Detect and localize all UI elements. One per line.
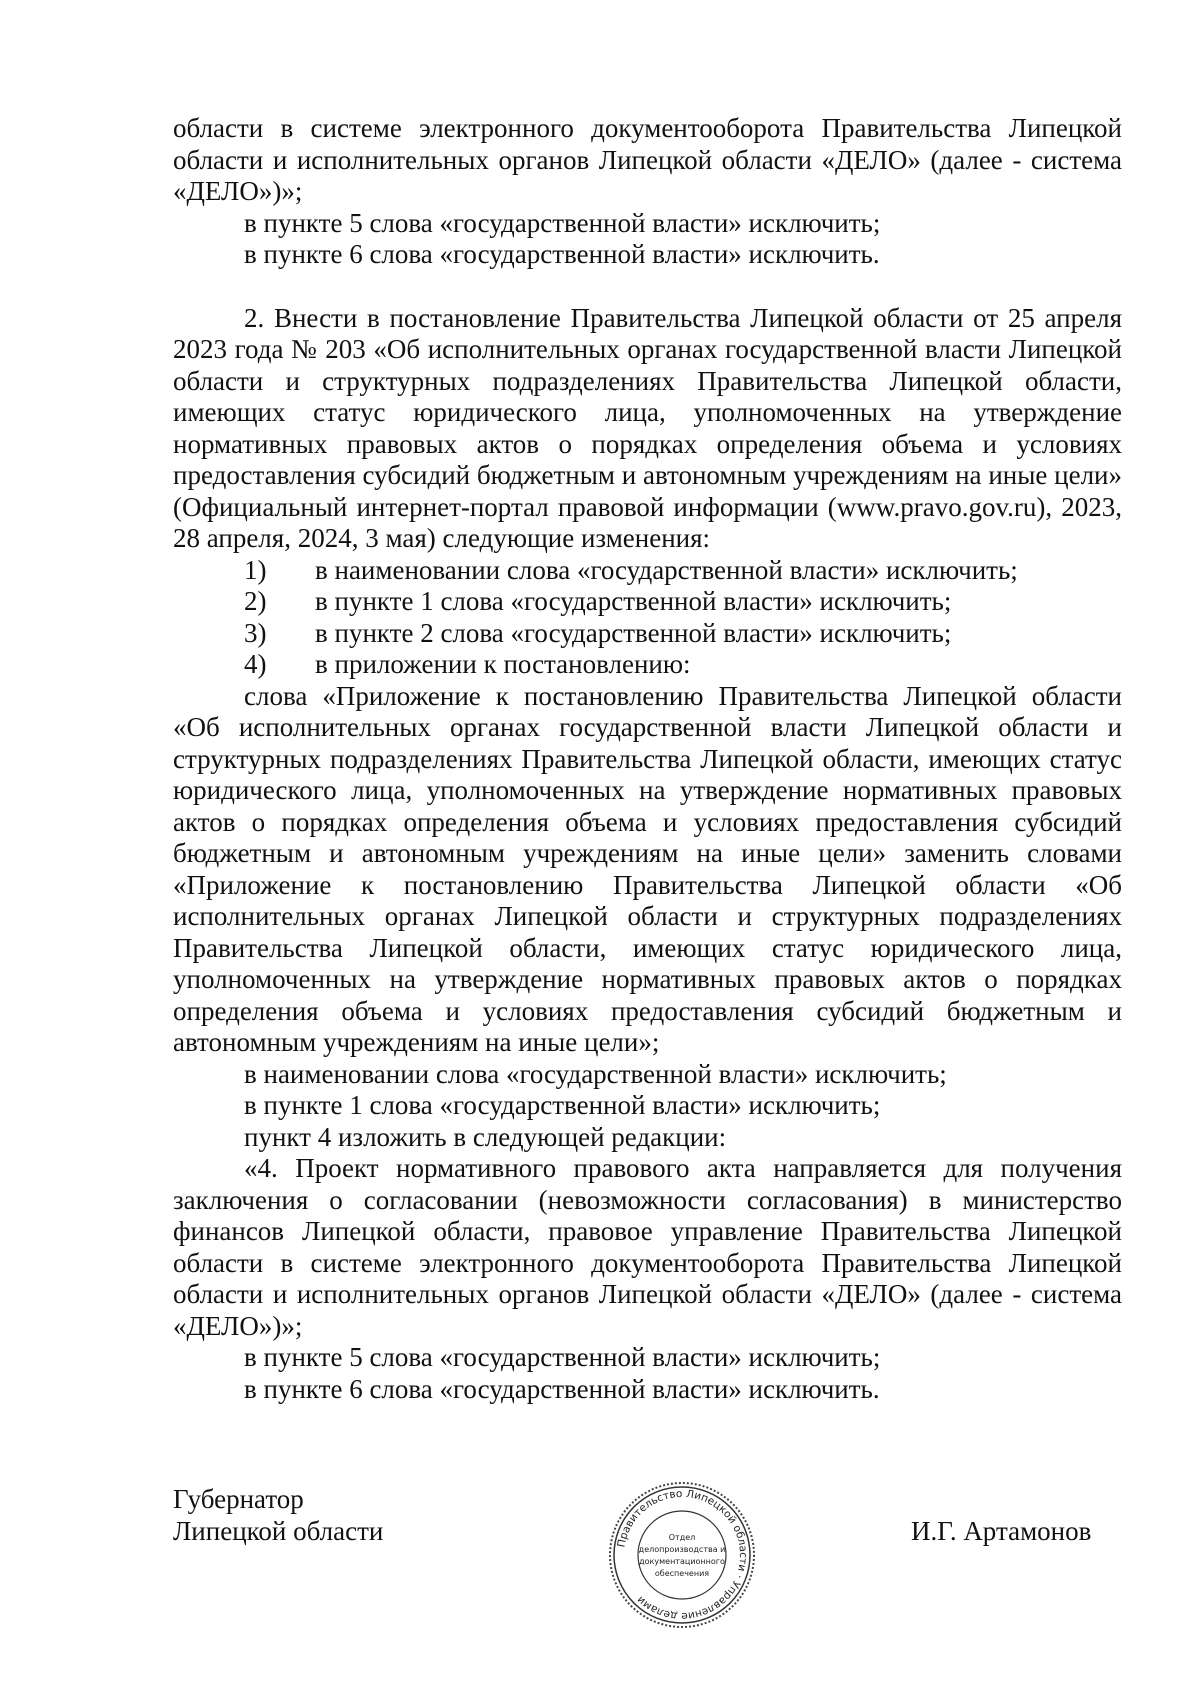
spacer [173,271,1122,303]
stamp-inner-line4: обеспечения [654,1569,710,1578]
paragraph-point1-change: в пункте 1 слова «государственной власти» исключить; [244,1090,881,1120]
paragraph-point6: в пункте 6 слова «государственной власти» исключить. [244,239,880,269]
stamp-inner-ring [638,1511,726,1599]
paragraph-point5: в пункте 5 слова «государственной власти» исключить; [244,207,881,238]
paragraph-item-2: 2. Внести в постановление Правительства Липецкой области от 25 апреля 2023 года № 203 «Об исполнительных органах государственной власти Липецкой области и структурных подразделениях Правительства Липецкой области, имеющих статус юридического лица, уполномоченных на утверждение нормативных правовых актов о порядках определения объема и условиях предоставления субсидий бюджетным и автономным учреждениям на иные цели» (Официальный интернет-портал правовой информации (www.pravo.gov.ru), 2023, 28 апреля, 2024, 3 мая) следующие изменения: [173,302,1122,553]
paragraph-name-change: в наименовании слова «государственной власти» исключить; [244,1058,947,1089]
paragraph-continuation: области в системе электронного документооборота Правительства Липецкой области и исполнительных органов Липецкой области «ДЕЛО» (далее - система «ДЕЛО»)»; [173,113,1122,206]
list-item-number: 4) [244,649,267,679]
stamp-outer-text: Правительство Липецкой области · Управление делами [615,1487,750,1623]
signature-title-line1: Губернатор [173,1484,304,1514]
list-item [173,618,1122,650]
signatory-name: И.Г. Артамонов [911,1516,1092,1546]
stamp-inner-line1: Отдел [668,1533,696,1542]
list-item-number: 2) [244,586,267,616]
paragraph-final-point5: в пункте 5 слова «государственной власти» исключить; [244,1342,881,1372]
list-item [173,555,1122,587]
list-item [173,649,1122,681]
stamp-inner-line3: документационного [639,1557,725,1566]
list-item-text: в приложении к постановлению: [315,649,691,679]
list-item-number: 1) [244,554,267,585]
stamp-inner-line2: делопроизводства и [638,1545,726,1554]
paragraph-final-point6: в пункте 6 слова «государственной власти» исключить. [244,1373,880,1404]
list-item [173,586,1122,618]
list-item-text: в наименовании слова «государственной власти» исключить; [315,554,1018,585]
paragraph-point4-intro: пункт 4 изложить в следующей редакции: [244,1121,727,1152]
document-body [173,113,1122,1405]
list-item-number: 3) [244,617,267,648]
official-stamp [607,1480,757,1630]
stamp-middle-ring [614,1487,750,1623]
paragraph-replace-words: слова «Приложение к постановлению Правительства Липецкой области «Об исполнительных органах государственной власти Липецкой области и структурных подразделениях Правительства Липецкой области, имеющих статус юридического лица, уполномоченных на утверждение нормативных правовых актов о порядках определения объема и условиях предоставления субсидий бюджетным и автономным учреждениям на иные цели» заменить словами «Приложение к постановлению Правительства Липецкой области «Об исполнительных органах Липецкой области и структурных подразделениях Правительства Липецкой области, имеющих статус юридического лица, уполномоченных на утверждение нормативных правовых актов о порядках определения объема и условиях предоставления субсидий бюджетным и автономным учреждениям на иные цели»; [173,680,1122,1057]
list-item-text: в пункте 1 слова «государственной власти» исключить; [315,586,952,616]
paragraph-point4-text: «4. Проект нормативного правового акта направляется для получения заключения о согласовании (невозможности согласования) в министерство финансов Липецкой области, правовое управление Правительства Липецкой области в системе электронного документооборота Правительства Липецкой области и исполнительных органов Липецкой области «ДЕЛО» (далее - система «ДЕЛО»)»; [173,1153,1122,1341]
stamp-outer-ring [610,1483,754,1627]
signature-title-line2: Липецкой области [173,1515,384,1546]
list-item-text: в пункте 2 слова «государственной власти» исключить; [315,617,952,648]
signature-title [173,1484,383,1547]
